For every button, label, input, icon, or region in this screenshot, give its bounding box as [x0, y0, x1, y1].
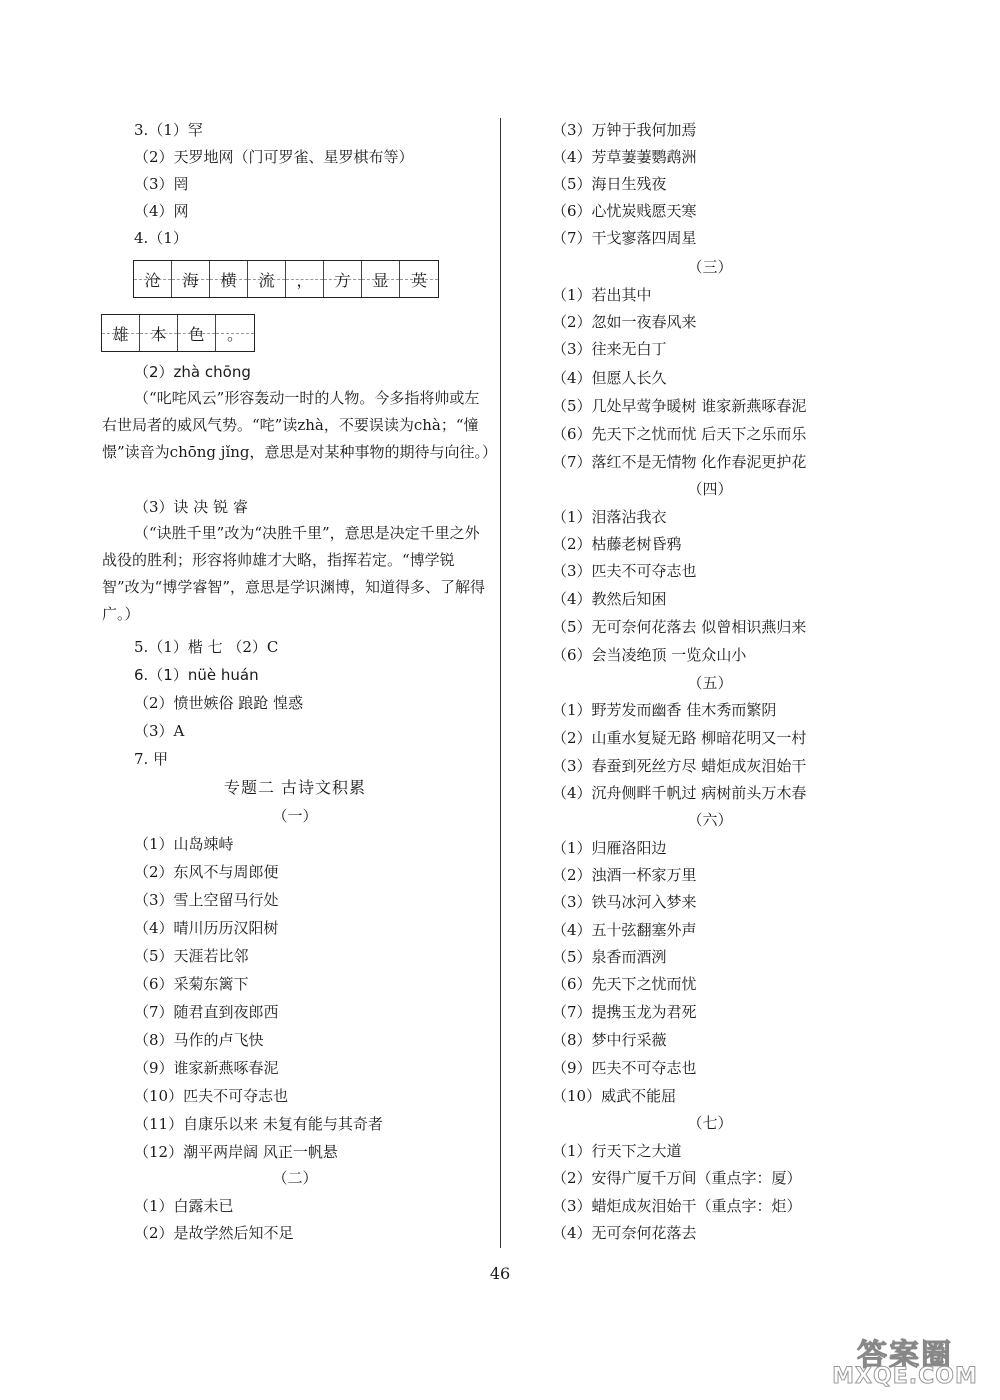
list-item: （6）心忧炭贱愿天寒 — [552, 202, 697, 220]
list-item: （12）潮平两岸阔 风正一帆悬 — [134, 1143, 338, 1161]
q4-part2: （2）zhà chōng — [134, 363, 251, 381]
list-item: （4）五十弦翻塞外声 — [552, 921, 697, 939]
q6-line2: （2）愤世嫉俗 踉跄 惶惑 — [134, 694, 304, 712]
grid-cell: 横 — [210, 261, 248, 297]
q3-line3: （3）罔 — [134, 175, 189, 193]
list-item: （1）若出其中 — [552, 286, 652, 304]
subsection-heading: （一） — [272, 807, 318, 825]
q3-line1: 3.（1）罕 — [134, 121, 203, 139]
column-divider — [500, 118, 501, 1248]
list-item: （4）无可奈何花落去 — [552, 1224, 697, 1242]
grid-cell: 沧 — [134, 261, 172, 297]
list-item: （1）泪落沾我衣 — [552, 508, 667, 526]
list-item: （1）行天下之大道 — [552, 1142, 682, 1160]
watermark-logo — [820, 1330, 990, 1394]
list-item: （2）安得广厦千万间（重点字：厦） — [552, 1169, 802, 1187]
list-item: （2）浊酒一杯家万里 — [552, 866, 697, 884]
subsection-heading: （二） — [272, 1169, 318, 1187]
subsection-heading: （四） — [687, 480, 733, 498]
q4-note2: （“诀胜千里”改为“决胜千里”，意思是决定千里之外战役的胜利；形容将帅雄才大略，指挥若定。“博学锐智”改为“博学睿智”，意思是学识渊博，知道得多、了解得广。） — [102, 524, 486, 623]
grid-cell: 显 — [362, 261, 400, 297]
list-item: （7）提携玉龙为君死 — [552, 1003, 697, 1021]
q3-line2: （2）天罗地网（门可罗雀、星罗棋布等） — [134, 148, 414, 166]
grid-cell: ， — [286, 261, 324, 297]
list-item: （1）白露未已 — [134, 1197, 234, 1215]
q4-label: 4.（1） — [134, 229, 188, 247]
subsection-heading: （五） — [687, 674, 733, 692]
list-item: （2）东风不与周郎便 — [134, 863, 279, 881]
list-item: （2）是故学然后知不足 — [134, 1224, 294, 1242]
list-item: （4）但愿人长久 — [552, 369, 667, 387]
grid-cell: 流 — [248, 261, 286, 297]
answer-grid-row1 — [133, 260, 439, 298]
list-item: （3）往来无白丁 — [552, 340, 667, 358]
q3-line4: （4）网 — [134, 202, 189, 220]
subsection-heading: （三） — [687, 258, 733, 276]
list-item: （4）教然后知困 — [552, 590, 667, 608]
subsection-heading: （六） — [687, 811, 733, 829]
section-title: 专题二 古诗文积累 — [223, 778, 367, 797]
list-item: （5）几处早莺争暖树 谁家新燕啄春泥 — [552, 397, 807, 415]
page-number: 46 — [489, 1264, 511, 1283]
q4-note1: （“叱咤风云”形容轰动一时的人物。今多指将帅或左右世局者的威风气势。“咤”读zhà，不要误读为chà；“憧憬”读音为chōng jǐng，意思是对某种事物的期待与向往。） — [102, 389, 498, 461]
list-item: （3）匹夫不可夺志也 — [552, 562, 697, 580]
list-item: （3）春蚕到死丝方尽 蜡炬成灰泪始干 — [552, 757, 807, 775]
grid-cell: 雄 — [102, 315, 140, 351]
list-item: （7）落红不是无情物 化作春泥更护花 — [552, 453, 807, 471]
list-item: （1）归雁洛阳边 — [552, 839, 667, 857]
list-item: （1）野芳发而幽香 佳木秀而繁阴 — [552, 701, 777, 719]
list-item: （5）无可奈何花落去 似曾相识燕归来 — [552, 618, 807, 636]
answer-grid-row2 — [101, 314, 255, 352]
list-item: （11）自康乐以来 未复有能与其奇者 — [134, 1115, 383, 1133]
grid-cell: 本 — [140, 315, 178, 351]
list-item: （9）匹夫不可夺志也 — [552, 1059, 697, 1077]
list-item: （4）晴川历历汉阳树 — [134, 919, 279, 937]
list-item: （6）先天下之忧而忧 后天下之乐而乐 — [552, 425, 807, 443]
list-item: （5）泉香而酒洌 — [552, 948, 667, 966]
list-item: （9）谁家新燕啄春泥 — [134, 1059, 279, 1077]
list-item: （3）雪上空留马行处 — [134, 891, 279, 909]
list-item: （7）随君直到夜郎西 — [134, 1003, 279, 1021]
list-item: （8）马作的卢飞快 — [134, 1031, 264, 1049]
grid-cell: 英 — [400, 261, 438, 297]
list-item: （8）梦中行采薇 — [552, 1031, 667, 1049]
q6-line1: 6.（1）nüè huán — [134, 666, 259, 684]
list-item: （5）天涯若比邻 — [134, 947, 249, 965]
grid-cell: 方 — [324, 261, 362, 297]
list-item: （1）山岛竦峙 — [134, 835, 234, 853]
list-item: （2）忽如一夜春风来 — [552, 313, 697, 331]
list-item: （3）铁马冰河入梦来 — [552, 893, 697, 911]
list-item: （3）蜡炬成灰泪始干（重点字：炬） — [552, 1197, 802, 1215]
list-item: （3）万钟于我何加焉 — [552, 121, 697, 139]
list-item: （4）芳草萋萋鹦鹉洲 — [552, 148, 697, 166]
list-item: （10）匹夫不可夺志也 — [134, 1087, 289, 1105]
list-item: （2）枯藤老树昏鸦 — [552, 535, 682, 553]
q7-line: 7. 甲 — [134, 750, 169, 768]
watermark-text: 答案圈 — [857, 1338, 953, 1373]
list-item: （5）海日生残夜 — [552, 175, 667, 193]
grid-cell: 。 — [216, 315, 254, 351]
q6-line3: （3）A — [134, 722, 185, 740]
watermark-domain: MXQE.COM — [832, 1364, 978, 1389]
list-item: （2）山重水复疑无路 柳暗花明又一村 — [552, 729, 807, 747]
grid-cell: 海 — [172, 261, 210, 297]
list-item: （6）采菊东篱下 — [134, 975, 249, 993]
list-item: （4）沉舟侧畔千帆过 病树前头万木春 — [552, 784, 807, 802]
list-item: （7）干戈寥落四周星 — [552, 229, 697, 247]
q5-line: 5.（1）楷 七 （2）C — [134, 638, 279, 656]
list-item: （10）威武不能屈 — [552, 1087, 677, 1105]
list-item: （6）先天下之忧而忧 — [552, 975, 697, 993]
grid-cell: 色 — [178, 315, 216, 351]
list-item: （6）会当凌绝顶 一览众山小 — [552, 646, 747, 664]
q4-part3: （3）诀 决 锐 睿 — [134, 498, 248, 516]
subsection-heading: （七） — [687, 1114, 733, 1132]
